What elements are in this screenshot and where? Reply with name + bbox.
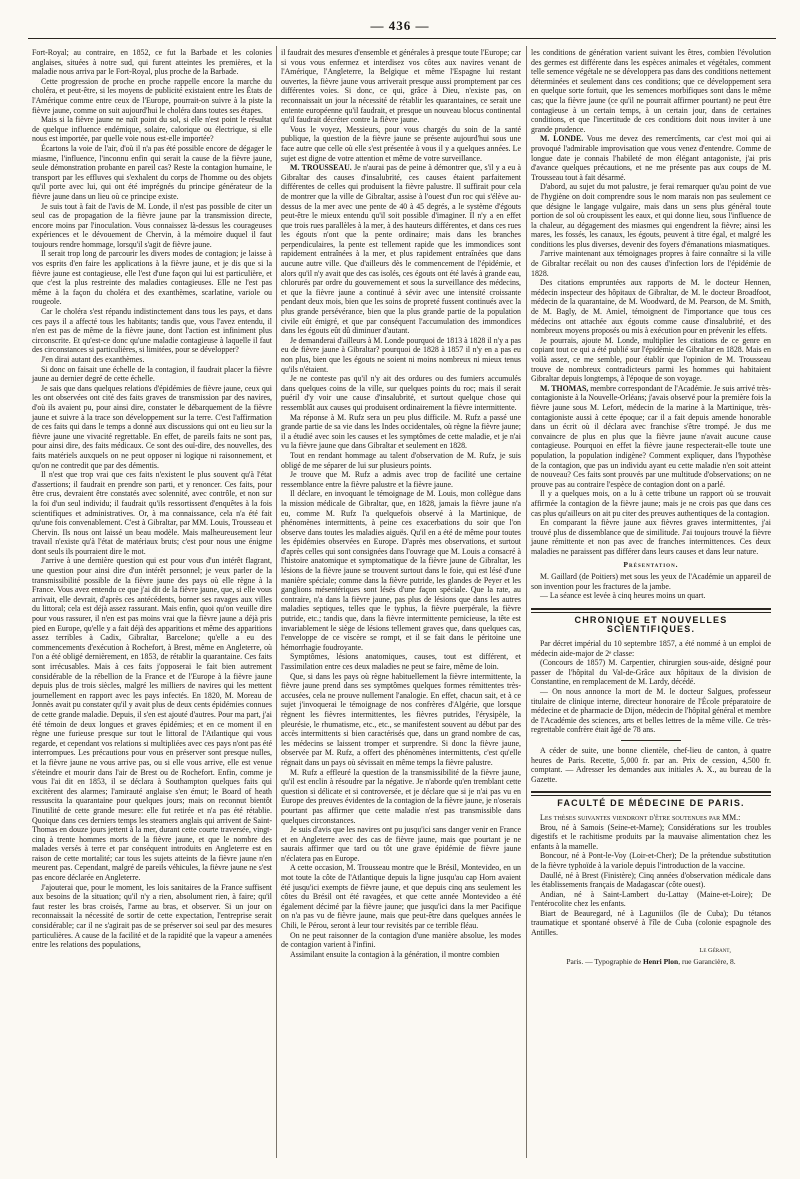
chronique-title: CHRONIQUE ET NOUVELLES SCIENTIFIQUES.	[574, 614, 728, 635]
paragraph: A cette occasion, M. Trousseau montre que le Brésil, Montevideo, en un mot toute la côte de l'Atlantique depuis la ligne jusqu'au cap Horn avaient été jusqu'ici exempts de fièvre jaune, et que depuis cinq ans seulement les côtes du Brésil ont été ravagées, et que cette année Montevideo a été également décimé par la fièvre jaune; que jusqu'ici dans la mer Pacifique on n'a pas vu de fièvre jaune, mais que peut-être dans quelques années le Chili, le Pérou, seront à leur tour revisités par ce terrible fléau.	[281, 863, 521, 931]
theses-intro: Les thèses suivantes viendront d'être soutenues par MM.:	[540, 812, 741, 822]
thesis-entry: Andian, né à Saint-Lambert du-Lattay (Maine-et-Loire); De l'entérocolite chez les enfants.	[531, 889, 771, 909]
column-divider	[276, 46, 277, 1158]
presentation-heading: Présentation.	[623, 560, 679, 570]
gerant-signature: Le Gérant,	[699, 946, 731, 954]
paragraph: Écartons la voie de l'air, d'où il n'a pas été possible encore de dégager le miasme, l'influence, l'inconnu enfin qui serait la cause de la fièvre jaune, seule démonstration probante en pareil cas? Reste la contagion humaine, le transport par les effluves qui s'exhalent du corps de l'homme ou des objets qu'il porte avec lui, qui ont été imprégnés du principe générateur de la fièvre jaune dans un lieu où ce principe existe.	[32, 143, 272, 201]
paragraph: Si donc on faisait une échelle de la contagion, il faudrait placer la fièvre jaune au dernier degré de cette échelle.	[32, 364, 272, 384]
paragraph: Je suis d'avis que les navires ont pu jusqu'ici sans danger venir en France et en Angleterre avec des cas de fièvre jaune, mais que pourtant je ne saurais affirmer que tard ou tôt une grave épidémie de fièvre jaune n'éclatera pas en Europe.	[281, 825, 521, 863]
paragraph: Je demanderai d'ailleurs à M. Londe pourquoi de 1813 à 1828 il n'y a pas eu de fièvre jaune à Gibraltar? pourquoi de 1828 à 1857 il n'y en a pas eu non plus, bien que les égouts ne soient ni moins nombreux ni mieux tenus qu'ils n'étaient.	[281, 335, 521, 374]
paragraph: Je ne conteste pas qu'il n'y ait des ordures ou des fumiers accumulés dans quelques coins de la ville, sur quelques points du roc; mais il serait puéril d'y voir une cause d'insalubrité, et surtout quelque chose qui ressemblât aux causes qui produisent ordinairement la fièvre intermittente.	[281, 374, 521, 412]
paragraph: (Concours de 1857) M. Carpentier, chirurgien sous-aide, désigné pour passer de l'hôpital du Val-de-Grâce aux hôpitaux de la division de Constantine, en remplacement de M. Lardy, décédé.	[531, 658, 771, 687]
paragraph: Car le choléra s'est répandu indistinctement dans tous les pays, et dans ces pays il a affecté tous les habitants; tandis que, vous l'avez entendu, il n'en est pas de même de la fièvre jaune, dont l'action est infiniment plus circonscrite. Et qu'est-ce donc qu'une maladie contagieuse à laquelle il faut des circonstances si particulières, si limitées, pour se développer?	[32, 307, 272, 355]
thesis-entry: Daullé, né à Brest (Finistère); Cinq années d'observation médicale dans les établissements français de Madagascar (côte ouest).	[531, 870, 771, 890]
paragraph: les conditions de génération varient suivant les êtres, combien l'évolution des germes est différente dans les espèces animales et végétales, comment telle semence végétale ne se développera pas dans des conditions nettement déterminées et seulement dans ces conditions; que ce développement sera en quelque sorte fortuit, que les semences morbifiques sont dans le même cas; que la fièvre jaune (ce qu'il ne pourrait affirmer pourtant) ne peut être contagieuse à un certain temps, à un certain jour, dans de certaines conditions, et que l'incertitude de ces conditions doit nous inviter à une grande prudence.	[531, 48, 771, 134]
paragraph	[531, 134, 771, 182]
paragraph: Des citations empruntées aux rapports de M. le docteur Hennen, médecin inspecteur des hôpitaux de Gibraltar, de M. le docteur Broadfoot, médecin de la quarantaine, de M. Woodward, de M. Pearson, de M. Smith, de M. Bagly, de M. Amiel, témoignent de l'importance que tous ces médecins ont attachée aux égouts comme cause d'insalubrité, et des nombreux moyens proposés ou mis à exécution pour en prévenir les effets.	[531, 278, 771, 336]
chronique-section-heading	[531, 608, 771, 635]
paragraph: Il n'est que trop vrai que ces faits n'existent le plus souvent qu'à l'état d'assertions; il faudrait en prendre son parti, et y renoncer. Ces faits, pour être crus, devraient être constatés avec solennité, avec contrôle, et non sur la foi d'un seul individu; il faudrait qu'ils ressortissent d'enquêtes à la fois scientifiques et administratives. Or, à ma connaissance, cela n'a été fait qu'une fois convenablement. C'est à Gibraltar, par MM. Louis, Trousseau et Chervin. Ils nous ont laissé un beau modèle. Mais malheureusement leur travail n'existe qu'à l'état de matériaux bruts; c'est pour nous une énigme dont seuls ils pourraient dire le mot.	[32, 470, 272, 556]
paragraph: Je pourrais, ajoute M. Londe, multiplier les citations de ce genre en copiant tout ce qui a été publié sur l'épidémie de Gibraltar en 1828. Mais en voilà assez, ce me semble, pour établir que l'opinion de M. Trousseau trouve de nombreux contradicteurs parmi les hommes qui habitaient Gibraltar depuis longtemps, à l'époque de son voyage.	[531, 335, 771, 384]
header-rule	[28, 38, 776, 39]
paragraph: J'en dirai autant des exanthèmes.	[41, 355, 145, 364]
paragraph: Que, si dans les pays où règne habituellement la fièvre intermittente, la fièvre jaune prend dans ses symptômes quelques formes rémittentes très-accusées, cela ne prouve nullement l'analogie. En effet, chacun sait, et à ce sujet j'invoquerai le témoignage de nos confrères d'Algérie, que lorsque règnent les fièvres intermittentes, les fièvres putrides, l'érysipèle, la pleurésie, le rhumatisme, etc., etc., se manifestent souvent au début par des accès intermittents si bien caractérisés que, dans un grand nombre de cas, les médecins se laissent tromper et surprendre. Si donc la fièvre jaune, observée par M. Rufz, a offert des phénomènes intermittents, c'est qu'elle régnait dans un pays où sévissait en même temps la fièvre palustre.	[281, 671, 521, 767]
paragraph: — On nous annonce la mort de M. le docteur Salgues, professeur titulaire de clinique interne, directeur honoraire de l'École préparatoire de médecine et de pharmacie de Dijon, médecin de l'hôpital général et membre de l'Académie des sciences, arts et belles lettres de la même ville. Ce très-regrettable confrère était âgé de 78 ans.	[531, 687, 771, 735]
paragraph	[531, 384, 771, 490]
paragraph: Symptômes, lésions anatomiques, causes, tout est différent, et l'assimilation entre ces deux maladies ne peut se faire, même de loin.	[281, 652, 521, 671]
printer-text: Paris. — Typographie de	[566, 957, 643, 967]
paragraph: J'ajouterai que, pour le moment, les lois sanitaires de la France suffisent aux besoins de la situation; qu'il n'y a rien, absolument rien, à faire; qu'il faut rester les bras croisés, l'arme au bras, et observer. Si un jour on reconnaissait la nécessité de sortir de cette expectation, l'entreprise serait considérable; car il ne s'agirait pas de se préserver soi seul par des mesures particulières. A cause de la facilité et de la rapidité que la vapeur a amenées entre les relations des populations,	[32, 882, 272, 950]
paragraph: Cette progression de proche en proche rappelle encore la marche du choléra, et peut-être, si les moyens de publicité existaient entre les États de l'Amérique comme entre ceux de l'Europe, pourrait-on suivre à la piste la fièvre jaune, comme on suit aujourd'hui le choléra dans toutes ses étapes.	[32, 76, 272, 115]
thesis-entry: Biart de Beauregard, né à Laguniilos (île de Cuba); Du tétanos traumatique et spontané observé à l'île de Cuba (colonie espagnole des Antilles.	[531, 908, 771, 938]
paragraph: J'arrive maintenant aux témoignages propres à faire connaître si la ville de Gibraltar recélait ou non des causes d'infection lors de l'épidémie de 1828.	[531, 249, 771, 278]
paragraph: Mais si la fièvre jaune ne naît point du sol, si elle n'est point le résultat de quelque influence endémique, solaire, calorique ou électrique, si elle nous est importée, par quelle voie nous est-elle importée?	[32, 115, 272, 144]
paragraph: Fort-Royal; au contraire, en 1852, ce fut la Barbade et les colonies anglaises, situées à notre sud, qui furent atteintes les premières, et la maladie nous arriva par le Fort-Royal, plus proche de la Barbade.	[32, 48, 272, 77]
paragraph: Il déclare, en invoquant le témoignage de M. Louis, mon collègue dans la mission médicale de Gibraltar, que, en 1828, jamais la fièvre jaune n'a eu, comme M. Rufz l'a quelquefois observé à la Martinique, de phénomènes intermittents, à peine ces exacerbations du soir que l'on observe dans toutes les maladies aiguës. Qu'il en a été de même pour toutes les épidémies observées en Europe. D'après mes observations, et surtout d'après celles qui sont consignées dans l'ouvrage que M. Louis a consacré à l'histoire anatomique et symptomatique de la fièvre jaune de Gibraltar, les lésions de la fièvre jaune se trouvent surtout dans le foie, qui est lésé d'une manière spéciale; comme dans la fièvre putride, les glandes de Peyer et les ganglions mésentériques sont lésés d'une façon spéciale. Que la rate, au contraire, n'a dans la fièvre jaune, pas plus de lésions que dans les autres maladies septiques, telles que le typhus, la fièvre puerpérale, la fièvre putride, etc.; tandis que, dans la fièvre intermittente pernicieuse, la tête est invariablement le siège de lésions tellement graves que, dans quelques cas, l'enveloppe de ce viscère se rompt, et il se fait dans le péritoine une hémorrhagie foudroyante.	[281, 489, 521, 652]
page-number: — 436 —	[370, 18, 430, 33]
speaker-name: M. TROUSSEAU.	[290, 163, 352, 173]
paragraph: Il serait trop long de parcourir les divers modes de contagion; je laisse à vos esprits d'en faire les applications à la fièvre jaune, et je dis que si la fièvre jaune est contagieuse, elle l'est d'une façon qui lui est particulière, et que c'est la plus restreinte des maladies contagieuses. Elle ne l'est pas même à la façon du choléra et des exanthèmes, scarlatine, variole ou rougeole.	[32, 249, 272, 307]
speaker-name: M. LONDE.	[540, 134, 584, 144]
speaker-name: M. THOMAS,	[540, 383, 589, 393]
speaker-text: membre correspondant de l'Académie. Je suis arrivé très-contagioniste à la Nouvelle-Orléans; j'avais observé pour la première fois la fièvre jaune sous M. Lefort, médecin de la marine à la Martinique, très-contagioniste aussi à cette époque; car il a fait depuis amende honorable dans un écrit où il déclara avec franchise s'être trompé. Je dus me convaincre de plus en plus que la fièvre jaune n'avait aucune cause contagieuse. Pourquoi en effet la fièvre jaune respecterait-elle toute une population, la population indigène? Comment expliquer, dans l'hypothèse de la contagion, que pas un individu ayant eu cette maladie n'en soit atteint de nouveau? Ces faits sont prouvés par une multitude d'observations; on ne prouve pas au contraire l'espèce de contagion dont on a parlé.	[531, 383, 771, 489]
paragraph: Je trouve que M. Rufz a admis avec trop de facilité une certaine ressemblance entre la fièvre palustre et la fièvre jaune.	[281, 470, 521, 489]
thesis-entry: Boncour, né à Pont-le-Voy (Loir-et-Cher); De la prétendue substitution de la fièvre typhoïde à la variole depuis l'introduction de la vaccine.	[531, 851, 771, 870]
printer-name: Henri Plon	[642, 957, 679, 967]
paragraph: Vous le voyez, Messieurs, pour vous chargés du soin de la santé publique, la question de la fièvre jaune se présente aujourd'hui sous une face autre que celle où elle s'est présentée à vous il y a quelques années. Le sujet est digne de votre attention et même de votre surveillance.	[281, 124, 521, 163]
paragraph	[281, 163, 521, 336]
paragraph: Ma réponse à M. Rufz sera un peu plus difficile. M. Rufz a passé une grande partie de sa vie dans les Indes occidentales, où règne la fièvre jaune; il a étudié avec soin les causes et les symptômes de cette maladie, et je n'ai vu la fièvre jaune que dans Gibraltar et seulement en 1828.	[281, 412, 521, 451]
speaker-text: Je n'aurai pas de peine à démontrer que, s'il y a eu à Gibraltar des causes d'insalubrité, ces causes étaient parfaitement différentes de celles qui produisent la fièvre palustre. Il suffirait pour cela de montrer que la ville de Gibraltar, assise à l'ouest d'un roc qui s'élève au-dessus de la mer avec une pente de 40 à 45 degrés, a le système d'égouts peut-être le mieux entendu qu'il soit possible d'imaginer. Il n'y a en effet que trois rues parallèles à la mer, à des hauteurs différentes, et dans ces rues les égouts n'ont que la pente ordinaire; mais dans les branches perpendiculaires, la pente est tellement rapide que les immondices sont rapidement entraînées à la mer, et plus rapidement entraînées que dans aucune autre ville. Que d'ailleurs dès le commencement de l'épidémie, et alors qu'il n'y avait que des cas isolés, ces égouts ont été lavés à grande eau, chlorurés par ordre du gouvernement et sous la surveillance des médecins, et que la fièvre jaune a continué à sévir avec une intensité croissante pendant deux mois, bien que les soins de propreté fussent continués avec la plus grande persévérance, bien que la plus grande partie de la population civile eût émigré, et que par conséquent l'accumulation des immondices dans les égouts eût dû diminuer d'autant.	[281, 163, 521, 336]
paragraph: Assimilant ensuite la contagion à la génération, il montre combien	[290, 949, 500, 959]
heading-rule	[531, 608, 771, 613]
paragraph: Par décret impérial du 10 septembre 1857, a été nommé à un emploi de médecin aide-major de 2ᵉ classe:	[531, 639, 771, 658]
paragraph: J'arrive à une dernière question qui est pour vous d'un intérêt flagrant, une question pour ainsi dire d'un intérêt personnel; je veux parler de la transmissibilité possible de la fièvre jaune des pays où elle règne à la France. Vous avez entendu ce que j'ai dit de la fièvre jaune, que, si elle vous arrivait, elle devrait, d'après ces antécédents, borner ses ravages aux villes du littoral; cela est déjà assez rassurant. Mais enfin, quoi qu'on veuille dire pour vous rassurer, il n'en est pas moins vrai que la fièvre jaune a déjà pris pied en Europe, qu'elle y a fait déjà des apparitions et même des apparitions assez terribles à Cadix, Gibraltar, Barcelone; qu'elle a eu des commencements d'exécution à Rochefort, à Brest, même en Angleterre, où l'on a été obligé dernièrement, en 1853, de rétablir la quarantaine. Ces faits sont irrécusables. Mais à ces faits j'opposerai le fait bien autrement considérable de la rébellion de la France et de l'Europe à la fièvre jaune depuis plus de trois siècles, malgré les milliers de navires qui les mettent journellement en rapport avec les pays infectés. En 1820, M. Moreau de Jonnès avait pu constater qu'il y avait plus de deux cents épidémies connues de cette grande maladie. Depuis, il s'en est ajouté d'autres. Pour ma part, j'ai été témoin de deux longues et graves épidémies; et en ce moment il en règne une furieuse presque sur tout le littoral de l'Atlantique qui vous regarde, et cependant vos relations si multipliées avec ces pays n'ont pas été interrompues. Les précautions pour vous en préserver sont presque nulles, et la fièvre jaune ne vous arrive pas, ou si elle vous arrive, elle est venue s'éteindre et mourir dans l'air de Brest ou de Rochefort. Enfin, comme je vous l'ai dit en 1853, il se déclara à Southampton quelques faits qui excitèrent des alarmes; l'amirauté anglaise s'en émut; le Board of heath ressuscita la quarantaine pour quelques jours; mais on reconnut bientôt l'inutilité de cette grande mesure: elle fut retirée et n'a pas été rétablie. Quoique dans ces derniers temps les steamers anglais qui arrivent de Saint-Thomas en douze jours jettent à la mer, durant cette courte traversée, vingt-cinq à trente hommes morts de la fièvre jaune, et que le nombre des malades versés à terre et par conséquent introduits en Angleterre est en raison de cette mortalité; car tous les sujets atteints de la fièvre jaune n'en meurent pas. Cependant, malgré de pareils véhicules, la fièvre jaune ne s'est pas encore déclarée en Angleterre.	[32, 556, 272, 883]
paragraph: M. Gaillard (de Poitiers) met sous les yeux de l'Académie un appareil de son invention pour les fractures de la jambe.	[531, 572, 771, 591]
paragraph: Je sais que dans quelques relations d'épidémies de fièvre jaune, ceux qui les ont observées ont cité des faits graves de transmission par des navires, d'où ils avaient pu, pour ainsi dire, constater le débarquement de la fièvre jaune et suivre à la trace son développement sur la terre. C'est l'affirmation de ces faits qui dans le temps a donné aux discussions qui ont eu lieu sur la fièvre jaune une vivacité regrettable. En effet, de pareils faits ne sont pas, pour ainsi dire, des faits médicaux. Ce sont des ouï-dire, des nouvelles, des faits matériels auxquels on ne peut opposer ni logique ni raisonnement, et qu'on ne contredit que par des démentis.	[32, 383, 272, 470]
column-3	[531, 48, 771, 1158]
faculte-title: FACULTÉ DE MÉDECINE DE PARIS.	[557, 798, 745, 809]
paragraph: On ne peut raisonner de la contagion d'une manière absolue, les modes de contagion varient à l'infini.	[281, 930, 521, 950]
speaker-text: Vous me devez des remercîments, car c'est moi qui ai provoqué l'admirable improvisation que vous venez d'entendre. Comme de longue date je connais l'habileté de mon élégant antagoniste, j'ai pris d'avance quelques précautions, et ne me présente pas aux coups de M. Trousseau tout à fait désarmé.	[531, 134, 771, 182]
paragraph: — La séance est levée à cinq heures moins un quart.	[540, 591, 706, 601]
heading-rule	[531, 791, 771, 796]
paragraph: Il y a quelques mois, on a lu à cette tribune un rapport où se trouvait affirmée la contagion de la fièvre jaune; mais je ne crois pas que dans ces cas plus qu'ailleurs on ait pu citer des preuves authentiques de la contagion.	[531, 489, 771, 518]
column-2	[281, 48, 521, 1158]
paragraph: D'abord, au sujet du mot palustre, je ferai remarquer qu'au point de vue de l'hygiène on doit comprendre sous le nom marais non pas seulement ce que désigne le langage vulgaire, mais dans un sens plus général toute portion de sol où croupissent les eaux, et qui donne lieu, sous l'influence de la chaleur, au dégagement des miasmes qui engendrent la fièvre; ainsi les mares, les fossés, les canaux, les égouts, peuvent à titre égal, et malgré les conditions les plus diverses, devenir des foyers d'émanations miasmatiques.	[531, 182, 771, 249]
paragraph: M. Rufz a effleuré la question de la transmissibilité de la fièvre jaune, qu'il est enclin à résoudre par la négative. Je n'aborde qu'en tremblant cette question si délicate et si controversée, et je déclare que si je n'ai pas vu en Europe des preuves évidentes de la contagion de la fièvre jaune, je n'oserais pourtant pas affirmer que cette maladie n'est pas transmissible dans quelques circonstances.	[281, 767, 521, 825]
classified-ad: A céder de suite, une bonne clientèle, chef-lieu de canton, à quatre heures de Paris. Recette, 5,000 fr. par an. Prix de cession, 4,500 fr. comptant. — Adresser les demandes aux initiales A. X., au bureau de la Gazette.	[531, 745, 771, 784]
thesis-entry: Brou, né à Samois (Seine-et-Marne); Considérations sur les troubles digestifs et le rachitisme produits par la mauvaise alimentation chez les enfants à la mamelle.	[531, 822, 771, 851]
paragraph: il faudrait des mesures d'ensemble et générales à presque toute l'Europe; car si vous vous enfermez et interdisez vos côtes aux navires venant de l'Amérique, l'Angleterre, la Belgique et même l'Espagne lui restant ouvertes, la fièvre jaune vous arriverait presque aussi promptement par ces différentes voies. Si donc, ce qui, grâce à Dieu, n'existe pas, on reconnaissait un jour la nécessité de rétablir les quarantaines, ce serait une entente européenne qu'il faudrait, et presque un nouveau blocus continental qu'il faudrait décréter contre la fièvre jaune.	[281, 48, 521, 125]
faculte-section-heading	[531, 791, 771, 809]
printer-imprint	[531, 957, 771, 967]
separator-rule	[621, 740, 681, 741]
paragraph: Tout en rendant hommage au talent d'observation de M. Rufz, je suis obligé de me séparer de lui sur plusieurs points.	[281, 450, 521, 470]
column-divider	[526, 46, 527, 1158]
paragraph: En comparant la fièvre jaune aux fièvres graves intermittentes, j'ai trouvé plus de dissemblance que de similitude. J'ai toujours trouvé la fièvre jaune rémittente et non pas avec de franches intermittences. Ces deux maladies ne paraissent pas différer dans leurs causes et dans leur nature.	[531, 518, 771, 556]
column-1	[32, 48, 272, 1158]
printer-address: , rue Garancière, 8.	[678, 957, 736, 967]
paragraph: Je suis tout à fait de l'avis de M. Londe, il n'est pas possible de citer un seul cas de propagation de la fièvre jaune par la transmission directe, encore moins par l'inoculation. Vous connaissez là-dessus les courageuses expériences et le dévouement de Chervin, à la mémoire duquel il faut toujours rendre hommage, lorsqu'il s'agit de fièvre jaune.	[32, 201, 272, 249]
